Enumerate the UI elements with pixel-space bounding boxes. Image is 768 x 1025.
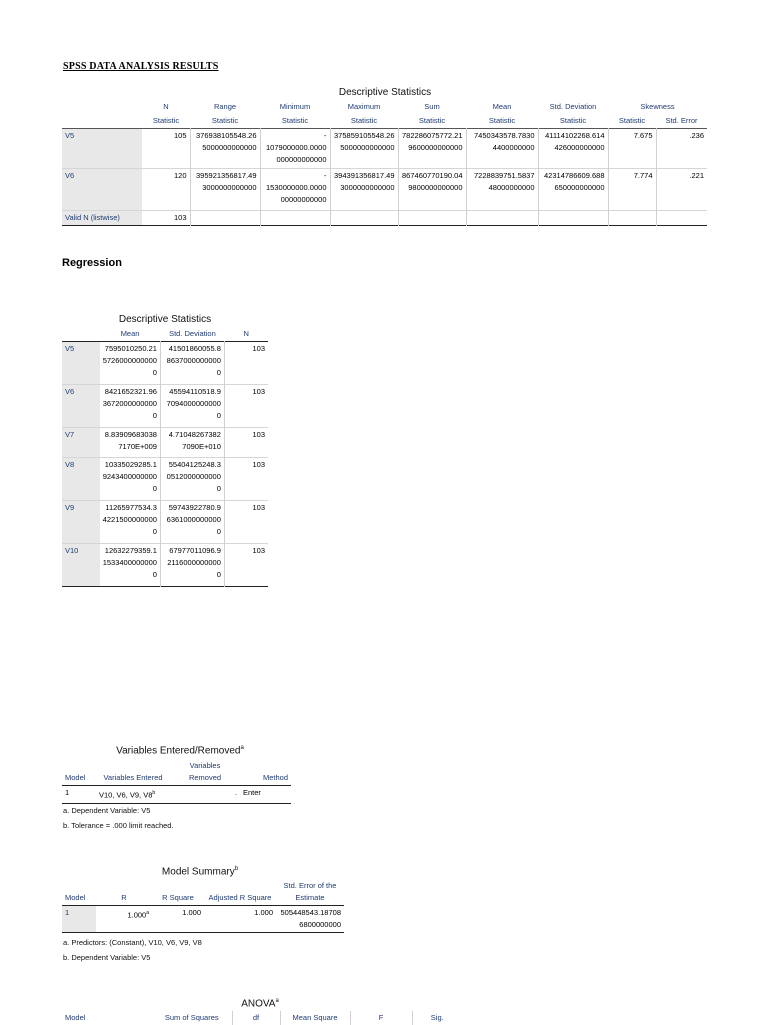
col-header-std-error: Std. Error of the Estimate (283, 881, 337, 902)
table-cell: Enter (243, 788, 261, 797)
table-row (62, 428, 268, 458)
variables-entered-title (90, 745, 270, 756)
table-cell: 105 (142, 129, 190, 169)
row-label: Valid N (listwise) (62, 211, 142, 226)
col-header-method: Method (262, 773, 288, 782)
document-heading: SPSS DATA ANALYSIS RESULTS (63, 61, 219, 72)
row-label: V10 (62, 544, 100, 587)
col-header-adjusted-r-square: Adjusted R Square (208, 893, 272, 902)
sub-header-row (62, 114, 707, 129)
col-header-sum-of-squares: Sum of Squares (152, 1011, 232, 1025)
table-cell: 4.71048267382 7090E+010 (160, 428, 224, 458)
table-cell: 10335029285.1 9243400000000 0 (100, 458, 161, 501)
footnote-marker: a (275, 998, 279, 1004)
table-row (62, 906, 344, 933)
title-text: Variables Entered/Removed (116, 745, 241, 757)
regression-section-title: Regression (62, 257, 122, 269)
col-header-n: N (243, 329, 249, 338)
table-cell: 1.000 (254, 908, 273, 917)
title-text: ANOVA (241, 998, 276, 1010)
col-header-std-deviation: Std. Deviation (549, 102, 597, 111)
table-cell: .236 (656, 129, 707, 169)
table-row (62, 501, 268, 544)
col-header-sum: Sum (424, 102, 440, 111)
row-label: V8 (62, 458, 100, 501)
sub-header: Statistic (618, 116, 646, 125)
footnote-marker: b (152, 790, 156, 796)
table-cell: 7.675 (608, 129, 656, 169)
table-cell: 395921356817.49 3000000000000 (190, 169, 260, 211)
row-label: V6 (62, 169, 142, 211)
table-cell: 12632279359.1 1533400000000 0 (100, 544, 161, 587)
table-cell: . (234, 788, 237, 797)
footnote: a. Predictors: (Constant), V10, V6, V9, V8 (63, 938, 202, 947)
row-label: V5 (62, 342, 100, 385)
cell-text: V10, V6, V9, V8 (99, 790, 153, 800)
table-cell: 376938105548.26 5000000000000 (190, 129, 260, 169)
cell-text: 1.000 (127, 910, 147, 920)
row-label: V5 (62, 129, 142, 169)
model-summary-title (140, 866, 260, 877)
col-header-std-deviation: Std. Deviation (169, 329, 216, 338)
table-cell: 67977011096.9 2116000000000 0 (160, 544, 224, 587)
table-row (62, 211, 707, 226)
table-row (62, 342, 268, 385)
top-header-row (62, 100, 707, 114)
table-cell: 7450343578.7830 4400000000 (466, 129, 538, 169)
table-cell: .221 (656, 169, 707, 211)
footnote: b. Tolerance = .000 limit reached. (63, 821, 174, 830)
table-row (62, 385, 268, 428)
sub-header: Statistic (211, 116, 239, 125)
anova-table (62, 1011, 462, 1025)
footnote-marker: a (146, 910, 149, 916)
col-header-df: df (232, 1011, 280, 1025)
header-row (62, 759, 291, 786)
table-row (62, 544, 268, 587)
table-cell: 120 (142, 169, 190, 211)
table-cell: - 1079000000.0000 000000000000 (260, 129, 330, 169)
table-cell: 11265977534.3 4221500000000 0 (100, 501, 161, 544)
table-cell: 7.774 (608, 169, 656, 211)
title-text: Model Summary (161, 866, 235, 878)
sub-header: Statistic (559, 116, 587, 125)
sub-header: Statistic (281, 116, 309, 125)
row-label: 1 (62, 906, 96, 933)
table-cell: 505448543.18708 6800000000 (280, 908, 341, 929)
header-row (62, 879, 344, 906)
col-header-n: N (163, 102, 169, 111)
table-row (62, 458, 268, 501)
table-cell: 7228839751.5837 48000000000 (466, 169, 538, 211)
table-cell: 7595010250.21 5726000000000 0 (100, 342, 161, 385)
table-cell: 42314786609.688 650000000000 (538, 169, 608, 211)
col-header-entered: Variables Entered (103, 773, 163, 782)
table-cell: 867460770190.04 9800000000000 (398, 169, 466, 211)
table-cell: 59743922780.9 6361000000000 0 (160, 501, 224, 544)
header-row (62, 327, 268, 342)
col-header-removed: Variables Removed (188, 761, 222, 782)
table-cell: 103 (252, 344, 265, 353)
table-cell: 782286075772.21 9600000000000 (398, 129, 466, 169)
table-cell: 375859105548.26 5000000000000 (330, 129, 398, 169)
anova-title (210, 998, 310, 1009)
table-cell: 1.000 (182, 908, 201, 917)
table-cell: 103 (224, 428, 268, 458)
table-cell: 8.83909683038 7170E+009 (100, 428, 161, 458)
row-label: V9 (62, 501, 100, 544)
footnote-marker: b (234, 866, 239, 872)
col-header-skewness: Skewness (640, 102, 675, 111)
model-summary-table (62, 879, 344, 933)
table-cell (96, 786, 170, 804)
table-row (62, 129, 707, 169)
col-header-maximum: Maximum (347, 102, 381, 111)
col-header-model: Model (65, 1013, 86, 1022)
sub-header: Statistic (418, 116, 446, 125)
col-header-model: Model (65, 893, 86, 902)
header-row (62, 1011, 462, 1025)
table-cell: 41501860055.8 8637000000000 0 (160, 342, 224, 385)
regression-desc-stats-title: Descriptive Statistics (118, 314, 212, 325)
sub-header: Statistic (152, 116, 180, 125)
col-header-r-square: R Square (162, 893, 194, 902)
col-header-r: R (121, 893, 127, 902)
table-row (62, 169, 707, 211)
table-cell: 103 (224, 458, 268, 501)
table-row (62, 786, 291, 804)
sub-header: Statistic (350, 116, 378, 125)
table-cell: 55404125248.3 0512000000000 0 (160, 458, 224, 501)
col-header-mean-square: Mean Square (280, 1011, 350, 1025)
col-header-sig: Sig. (430, 1013, 444, 1022)
descriptive-statistics-table (62, 100, 707, 226)
col-header-minimum: Minimum (279, 102, 311, 111)
sub-header: Std. Error (665, 116, 698, 125)
table-cell: 41114102268.614 426000000000 (538, 129, 608, 169)
regression-descriptive-table (62, 327, 268, 587)
col-header-model: Model (65, 773, 86, 782)
footnote: b. Dependent Variable: V5 (63, 953, 151, 962)
table-cell: 8421652321.96 3672000000000 0 (100, 385, 161, 428)
col-header-mean: Mean (492, 102, 512, 111)
table-cell: 103 (224, 544, 268, 587)
table-cell (96, 906, 152, 933)
table-cell: 103 (142, 211, 190, 226)
desc-stats-title: Descriptive Statistics (338, 87, 432, 98)
col-header-mean: Mean (120, 329, 140, 338)
table-cell: 103 (224, 501, 268, 544)
table-cell: 394391356817.49 3000000000000 (330, 169, 398, 211)
table-cell: 1 (65, 788, 70, 797)
row-label: V6 (62, 385, 100, 428)
row-label: V7 (62, 428, 100, 458)
col-header-f: F (350, 1011, 412, 1025)
sub-header: Statistic (488, 116, 516, 125)
table-cell: - 1530000000.0000 00000000000 (260, 169, 330, 211)
col-header-range: Range (213, 102, 237, 111)
footnote: a. Dependent Variable: V5 (63, 806, 151, 815)
footnote-marker: a (240, 745, 244, 751)
table-cell: 103 (224, 385, 268, 428)
variables-entered-table (62, 759, 291, 804)
table-cell: 45594110518.9 7094000000000 0 (160, 385, 224, 428)
